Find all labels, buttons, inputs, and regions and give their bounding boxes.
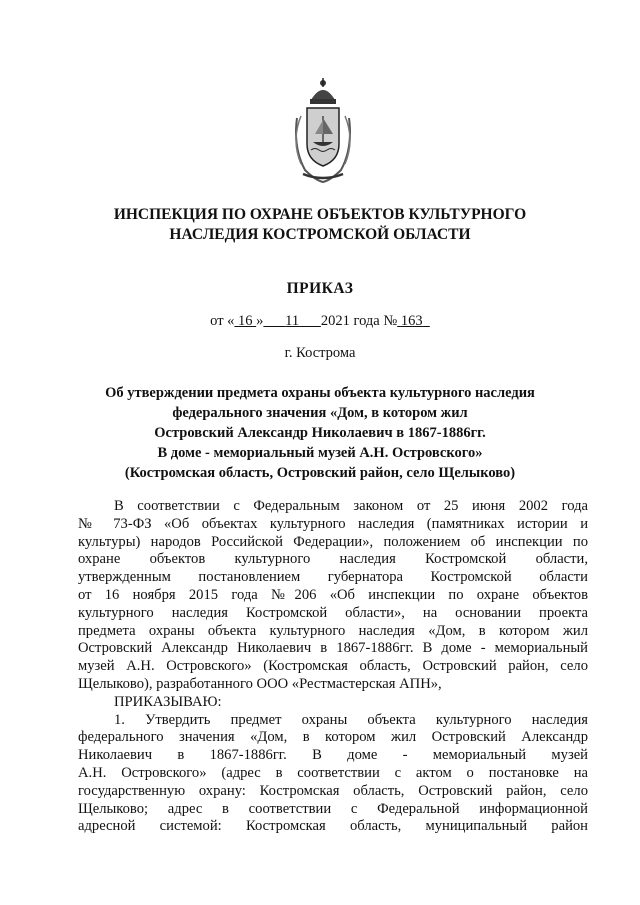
subject-line: Островский Александр Николаевич в 1867-1886гг. — [154, 425, 486, 441]
subject-line: Об утверждении предмета охраны объекта культурного наследия — [105, 385, 535, 401]
body-line: Островский Александр Николаевич в 1867-1886гг. В доме - мемориальный — [78, 640, 588, 657]
body-line: Николаевич в 1867-1886гг. В доме - мемориальный музей — [78, 747, 588, 764]
organization-name — [70, 205, 570, 245]
coat-of-arms-icon — [287, 78, 359, 186]
order-city: г. Кострома — [284, 345, 356, 361]
body-line: Щелыково; адрес в соответствии с Федеральной информационной — [78, 800, 588, 817]
body-line: государственную охрану: Костромская область, Островский район, село — [78, 782, 588, 799]
order-year: 2021 года № — [320, 313, 398, 329]
body-line: музей А.Н. Островского» (Костромская область, Островский район, село — [78, 658, 588, 675]
order-body — [78, 498, 588, 836]
body-line: Щелыково), разработанного ООО «Рестмастерская АПН», — [78, 675, 442, 692]
body-line: утвержденным постановлением губернатора Костромской области — [78, 569, 588, 586]
body-line: охране объектов культурного наследия Костромской области, — [78, 551, 588, 568]
subject-line: В доме - мемориальный музей А.Н. Островского» — [157, 445, 483, 461]
order-prefix: от « — [210, 313, 235, 329]
body-line: предмета охраны объекта культурного наследия «Дом, в котором жил — [78, 622, 588, 639]
org-line: НАСЛЕДИЯ КОСТРОМСКОЙ ОБЛАСТИ — [169, 226, 471, 243]
subject-line: федерального значения «Дом, в котором жил — [172, 405, 468, 421]
order-day: 16 — [238, 313, 253, 329]
subject-line: (Костромская область, Островский район, село Щелыково) — [124, 465, 516, 481]
body-line: от 16 ноября 2015 года №206 «Об инспекции по охране объектов — [78, 586, 588, 603]
org-line: ИНСПЕКЦИЯ ПО ОХРАНЕ ОБЪЕКТОВ КУЛЬТУРНОГО — [113, 206, 527, 223]
order-date-number — [70, 313, 570, 330]
body-line: культурного наследия Костромской области», на основании проекта — [78, 604, 588, 621]
order-number: 163 — [400, 313, 423, 329]
order-month: 11 — [285, 313, 300, 329]
body-line: 1. Утвердить предмет охраны объекта культурного наследия — [114, 711, 588, 728]
order-title: ПРИКАЗ — [286, 280, 354, 297]
body-line: № 73-ФЗ «Об объектах культурного наследия (памятниках истории и — [78, 515, 588, 532]
body-line: федерального значения «Дом, в котором жил Островский Александр — [78, 729, 588, 746]
order-day-close: » — [256, 313, 264, 329]
body-line: адресной системой: Костромская область, муниципальный район — [78, 818, 588, 835]
body-line: культуры) народов Российской Федерации», положением об инспекции по — [78, 533, 588, 550]
body-line: А.Н. Островского» (адрес в соответствии с актом о постановке на — [78, 764, 588, 781]
body-line: В соответствии с Федеральным законом от 25 июня 2002 года — [114, 498, 588, 514]
order-subject — [60, 383, 580, 483]
order-directive: ПРИКАЗЫВАЮ: — [114, 693, 222, 710]
